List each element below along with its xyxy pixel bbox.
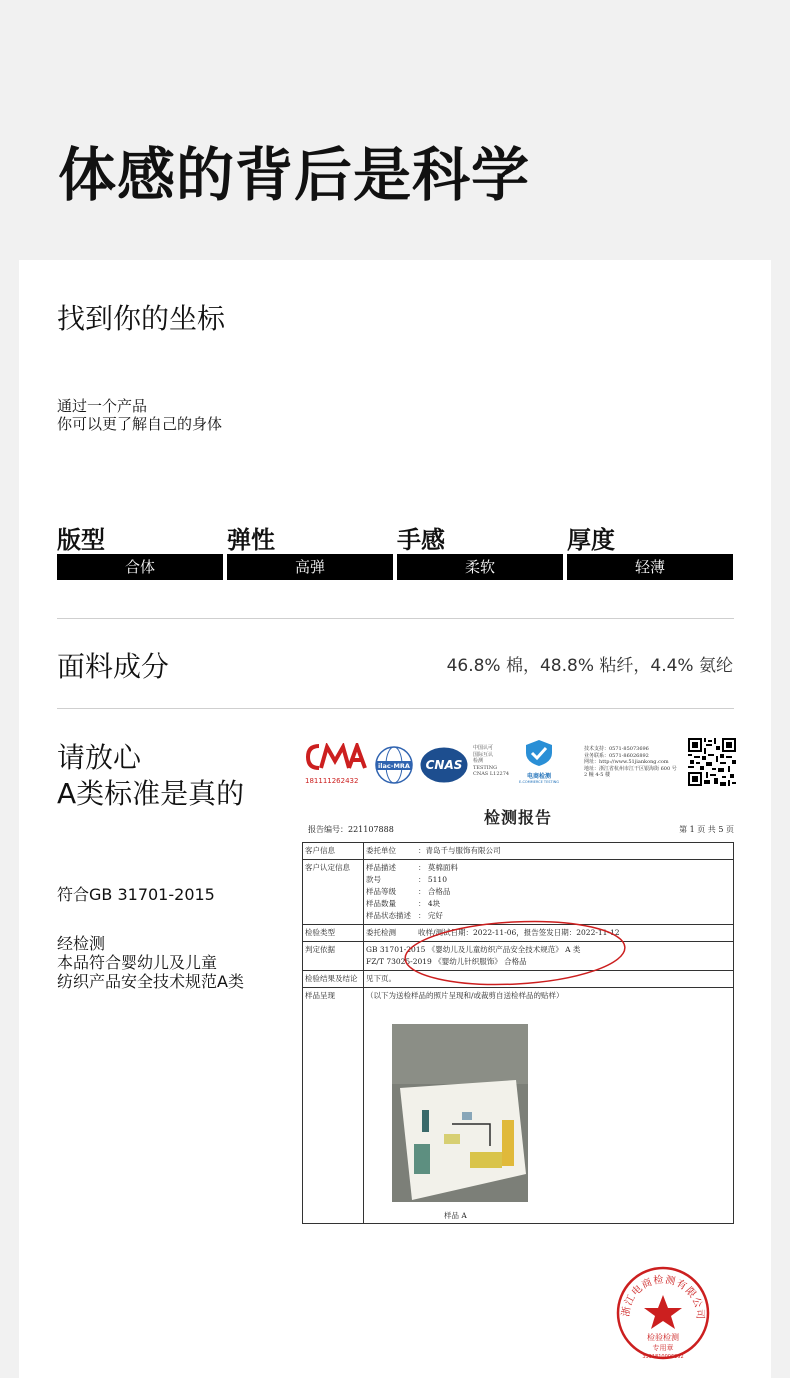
- assurance-result-line-3: 纺织产品安全技术规范A类: [57, 972, 244, 991]
- divider: [57, 618, 734, 619]
- cma-mark-icon: [305, 743, 369, 771]
- sample-photo: [392, 1024, 528, 1202]
- attr-thickness-label: 厚度: [567, 526, 615, 554]
- svg-text:3301810006892: 3301810006892: [642, 1354, 684, 1360]
- cnas-info-line: 国际互认: [473, 751, 494, 758]
- field-label: 委托单位: [366, 846, 396, 855]
- attr-fit-label: 版型: [57, 526, 105, 554]
- assurance-result-line-1: 经检测: [57, 934, 106, 953]
- table-cell: 判定依据: [303, 942, 364, 971]
- fabric-composition: 46.8% 棉，48.8% 粘纤，4.4% 氨纶: [446, 656, 733, 676]
- field-label: 委托检测: [366, 928, 396, 937]
- cnas-info-line: 中国认可: [473, 745, 494, 751]
- field-label: 样品等级: [366, 887, 396, 896]
- field-label: 样品数量: [366, 899, 396, 908]
- basis-line: FZ/T 73025-2019 《婴幼儿针织服饰》 合格品: [366, 957, 527, 966]
- official-seal: [615, 1265, 711, 1361]
- field-label: 样品描述: [366, 863, 396, 872]
- table-cell: [364, 843, 734, 860]
- lab-contact: [584, 746, 682, 779]
- cnas-info-line: CNAS L12274: [473, 771, 510, 777]
- table-cell: [364, 860, 734, 925]
- ilac-logo: [374, 745, 414, 785]
- report-number: 报告编号：221107888: [308, 825, 394, 834]
- report-page-info: 第 1 页 共 5 页: [679, 825, 734, 834]
- cnas-info-line: 检测: [473, 758, 484, 764]
- assurance-title-line-2: A类标准是真的: [57, 777, 245, 810]
- contact-line: 网址：http://www.51jiankong.com: [584, 759, 669, 765]
- ilac-text: ilac-MRA: [378, 762, 410, 770]
- seal-arc-text: 浙江电商检测有限公司: [620, 1274, 706, 1321]
- contact-line: 2 幢 4-5 楼: [584, 772, 611, 778]
- basis-line: GB 31701-2015 《婴幼儿及儿童纺织产品安全技术规范》 A 类: [366, 945, 581, 954]
- coordinate-line-1: 通过一个产品: [57, 397, 148, 415]
- assurance-standard: 符合GB 31701-2015: [57, 885, 215, 904]
- field-label: 样品状态描述: [366, 911, 411, 920]
- attr-feel-value: 柔软: [397, 554, 563, 580]
- cnas-info: [473, 745, 509, 778]
- assurance-title-line-1: 请放心: [57, 741, 142, 774]
- table-row: [303, 860, 734, 925]
- contact-line: 技术支持：0571-85073696: [584, 746, 649, 752]
- table-cell: 样品呈现: [303, 988, 364, 1224]
- table-row: [303, 988, 734, 1224]
- svg-text:专用章: 专用章: [652, 1344, 674, 1352]
- page-title: 体感的背后是科学: [58, 141, 531, 209]
- seal-stamp-icon: [615, 1265, 711, 1361]
- attr-feel-label: 手感: [397, 526, 445, 554]
- field-value: ： 合格品: [418, 887, 451, 896]
- lab-badge-text: 电商检测: [526, 773, 551, 780]
- field-label: 款号: [366, 875, 381, 884]
- table-cell: 客户认定信息: [303, 860, 364, 925]
- table-cell: [364, 988, 734, 1224]
- svg-text:检验检测: 检验检测: [647, 1333, 679, 1342]
- qr-code-icon: [688, 738, 736, 786]
- attr-stretch-value: 高弹: [227, 554, 393, 580]
- divider: [57, 708, 734, 709]
- cnas-info-line: TESTING: [473, 764, 498, 771]
- cma-logo: [305, 743, 369, 783]
- photo-caption: 样品 A: [444, 1211, 467, 1220]
- fabric-sample-image: [392, 1024, 528, 1202]
- report-table: [302, 842, 734, 1224]
- report-title: 检测报告: [483, 808, 552, 827]
- cnas-logo: [419, 745, 469, 785]
- contact-line: 地址：浙江省杭州市江干区银海街 600 号: [584, 765, 677, 772]
- contact-line: 业务联系：0571-86026892: [584, 752, 649, 759]
- shield-check-icon: [524, 739, 554, 767]
- coordinate-title: 找到你的坐标: [57, 302, 226, 335]
- assurance-result-line-2: 本品符合婴幼儿及儿童: [57, 953, 218, 972]
- fabric-title: 面料成分: [57, 650, 170, 683]
- attr-thickness-value: 轻薄: [567, 554, 733, 580]
- content-card: [19, 260, 771, 1378]
- photo-note: （以下为送检样品的照片呈现和/或裁剪自送检样品的贴样）: [366, 991, 564, 1000]
- field-value: ： 4块: [418, 899, 441, 908]
- field-value: ： 完好: [418, 911, 443, 920]
- cnas-text: CNAS: [425, 758, 463, 772]
- table-cell: 见下页。: [364, 971, 734, 988]
- table-cell: 检验结果及结论: [303, 971, 364, 988]
- attr-stretch-label: 弹性: [227, 526, 275, 554]
- lab-badge-sub: E-COMMERCE TESTING: [518, 780, 560, 784]
- cma-number: 181111262432: [305, 777, 359, 785]
- coordinate-line-2: 你可以更了解自己的身体: [57, 415, 223, 433]
- field-value: ：青岛千与服饰有限公司: [418, 846, 501, 855]
- attr-fit-value: 合体: [57, 554, 223, 580]
- field-value: ： 5110: [418, 875, 447, 884]
- field-value: ： 莫棉面料: [418, 863, 458, 872]
- table-row: [303, 843, 734, 860]
- highlight-ellipse: [400, 918, 630, 988]
- field-value: 收样/测试日期：2022-11-06，报告签发日期：2022-11-12: [418, 928, 620, 937]
- table-cell: 检验类型: [303, 925, 364, 942]
- lab-badge: [512, 739, 566, 787]
- table-cell: 客户信息: [303, 843, 364, 860]
